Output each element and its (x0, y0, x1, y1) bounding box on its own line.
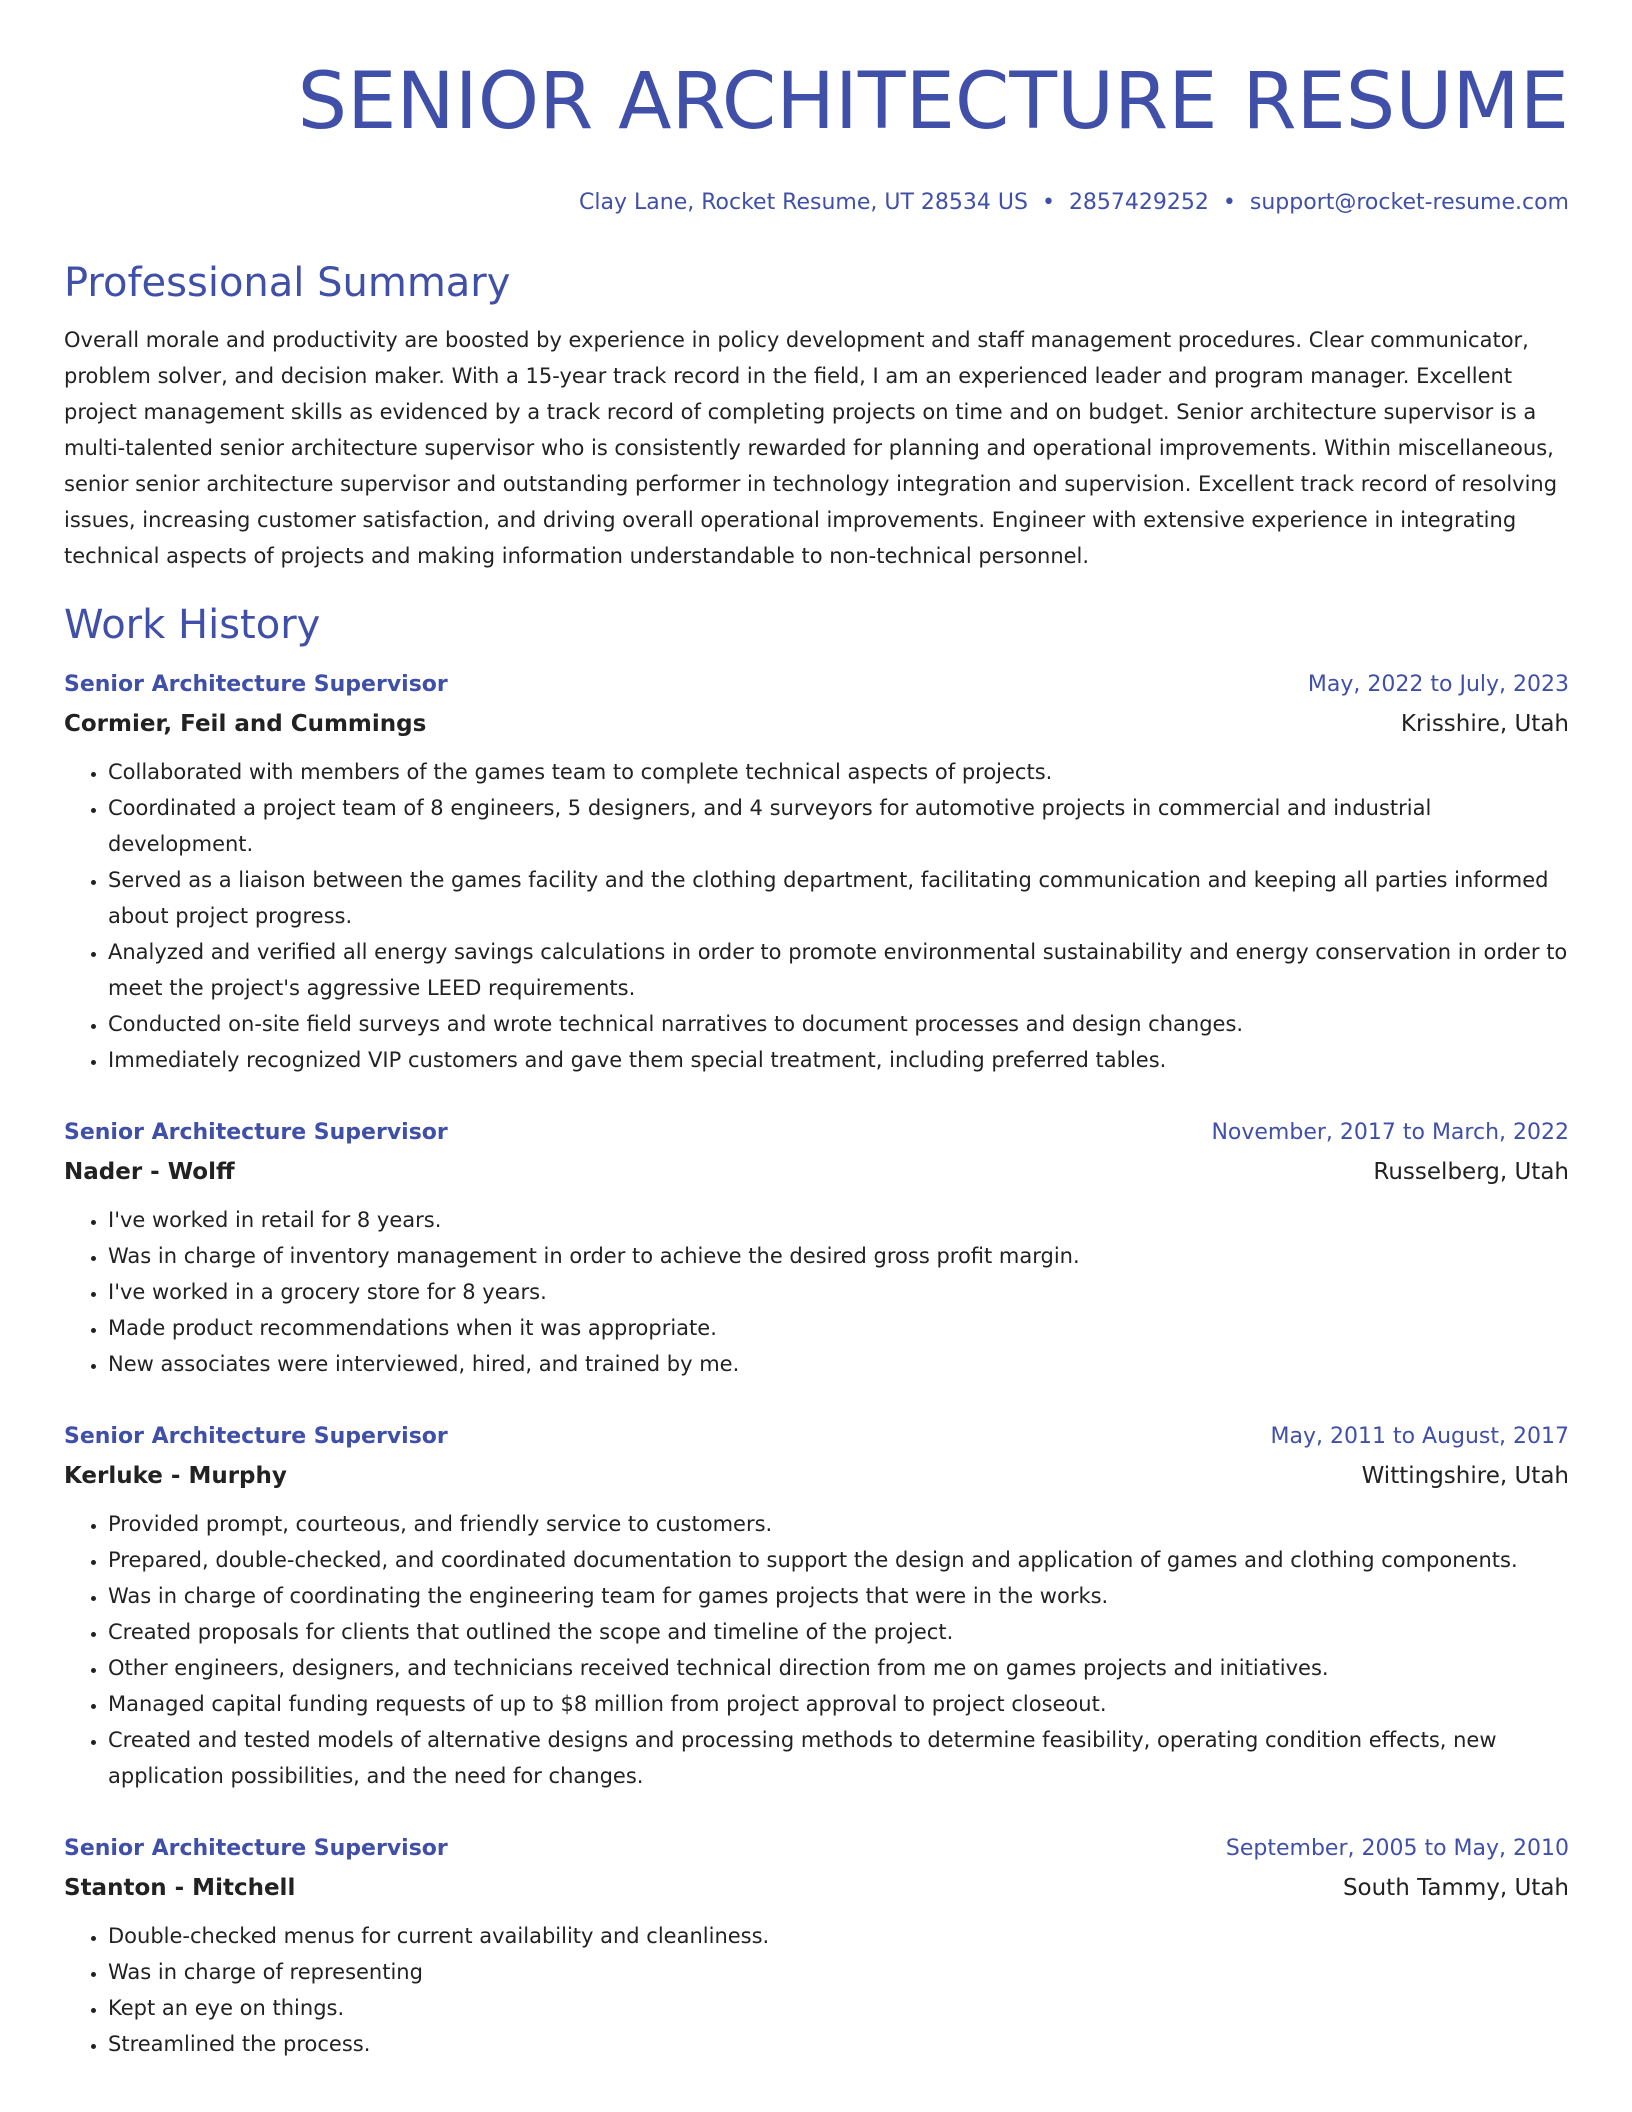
job-bullet-list (64, 754, 1569, 1078)
contact-phone: 2857429252 (1068, 190, 1209, 215)
resume-title: SENIOR ARCHITECTURE RESUME (297, 57, 1569, 147)
job-location: Krisshire, Utah (1400, 711, 1569, 737)
job-location: Wittingshire, Utah (1361, 1463, 1569, 1489)
job-location: Russelberg, Utah (1373, 1159, 1569, 1185)
contact-email: support@rocket-resume.com (1249, 190, 1569, 215)
job-bullet: • Served as a liaison between the games facility and the clothing department, facilitating communication and keeping all parties informed about project progress. (108, 862, 1569, 934)
job-company-row (64, 1148, 1569, 1188)
job-dates: May, 2022 to July, 2023 (1307, 672, 1569, 697)
job-entry (64, 1422, 1569, 1794)
job-bullet: • Collaborated with members of the games team to complete technical aspects of projects. (108, 754, 1569, 790)
job-bullet: • Managed capital funding requests of up to $8 million from project approval to project closeout. (108, 1686, 1569, 1722)
job-title-row (64, 1422, 1569, 1452)
job-company: Stanton - Mitchell (64, 1875, 296, 1901)
job-entry (64, 1118, 1569, 1382)
job-bullet: • I've worked in a grocery store for 8 years. (108, 1274, 1569, 1310)
job-title-row (64, 1118, 1569, 1148)
job-bullet: • Conducted on-site field surveys and wrote technical narratives to document processes and design changes. (108, 1006, 1569, 1042)
job-title: Senior Architecture Supervisor (64, 1836, 448, 1861)
work-history-list (64, 670, 1569, 2062)
job-dates: November, 2017 to March, 2022 (1211, 1120, 1569, 1145)
job-bullet-list (64, 1202, 1569, 1382)
job-bullet: • Other engineers, designers, and technicians received technical direction from me on games projects and initiatives. (108, 1650, 1569, 1686)
job-entry (64, 1834, 1569, 2062)
job-bullet: • Was in charge of coordinating the engineering team for games projects that were in the works. (108, 1578, 1569, 1614)
job-bullet: • Streamlined the process. (108, 2026, 1569, 2062)
job-bullet: • Provided prompt, courteous, and friendly service to customers. (108, 1506, 1569, 1542)
contact-line (64, 188, 1569, 218)
summary-heading: Professional Summary (64, 260, 511, 306)
job-bullet: • Kept an eye on things. (108, 1990, 1569, 2026)
job-company: Kerluke - Murphy (64, 1463, 287, 1489)
job-bullet: • New associates were interviewed, hired, and trained by me. (108, 1346, 1569, 1382)
job-bullet-list (64, 1918, 1569, 2062)
job-bullet: • Prepared, double-checked, and coordinated documentation to support the design and application of games and clothing components. (108, 1542, 1569, 1578)
job-entry (64, 670, 1569, 1078)
job-bullet: • Coordinated a project team of 8 engineers, 5 designers, and 4 surveyors for automotive projects in commercial and industrial development. (108, 790, 1569, 862)
job-bullet: • Immediately recognized VIP customers and gave them special treatment, including preferred tables. (108, 1042, 1569, 1078)
contact-separator: • (1041, 190, 1055, 215)
job-bullet-list (64, 1506, 1569, 1794)
job-company-row (64, 700, 1569, 740)
job-dates: May, 2011 to August, 2017 (1270, 1424, 1569, 1449)
job-dates: September, 2005 to May, 2010 (1225, 1836, 1569, 1861)
contact-address: Clay Lane, Rocket Resume, UT 28534 US (579, 190, 1028, 215)
work-history-heading: Work History (64, 602, 321, 648)
job-title-row (64, 670, 1569, 700)
job-title-row (64, 1834, 1569, 1864)
job-title: Senior Architecture Supervisor (64, 672, 448, 697)
job-bullet: • Analyzed and verified all energy savings calculations in order to promote environmental sustainability and energy conservation in order to meet the project's aggressive LEED requirements. (108, 934, 1569, 1006)
job-bullet: • Was in charge of inventory management in order to achieve the desired gross profit margin. (108, 1238, 1569, 1274)
summary-text: Overall morale and productivity are boosted by experience in policy development and staff management procedures. Clear communicator, problem solver, and decision maker. With a 15-year track record in the field, I am an experienced leader and program manager. Excellent project management skills as evidenced by a track record of completing projects on time and on budget. Senior architecture supervisor is a multi-talented senior architecture supervisor who is consistently rewarded for planning and operational improvements. Within miscellaneous, senior senior architecture supervisor and outstanding performer in technology integration and supervision. Excellent track record of resolving issues, increasing customer satisfaction, and driving overall operational improvements. Engineer with extensive experience in integrating technical aspects of projects and making information understandable to non-technical personnel. (64, 328, 1558, 568)
job-bullet: • Made product recommendations when it was appropriate. (108, 1310, 1569, 1346)
job-company-row (64, 1452, 1569, 1492)
job-bullet: • Double-checked menus for current availability and cleanliness. (108, 1918, 1569, 1954)
job-location: South Tammy, Utah (1342, 1875, 1569, 1901)
job-title: Senior Architecture Supervisor (64, 1424, 448, 1449)
job-bullet: • Created proposals for clients that outlined the scope and timeline of the project. (108, 1614, 1569, 1650)
job-company: Nader - Wolff (64, 1159, 235, 1185)
job-bullet: • Was in charge of representing (108, 1954, 1569, 1990)
job-company: Cormier, Feil and Cummings (64, 711, 427, 737)
job-title: Senior Architecture Supervisor (64, 1120, 448, 1145)
job-bullet: • I've worked in retail for 8 years. (108, 1202, 1569, 1238)
contact-separator: • (1222, 190, 1236, 215)
job-bullet: • Created and tested models of alternative designs and processing methods to determine feasibility, operating condition effects, new application possibilities, and the need for changes. (108, 1722, 1569, 1794)
job-company-row (64, 1864, 1569, 1904)
